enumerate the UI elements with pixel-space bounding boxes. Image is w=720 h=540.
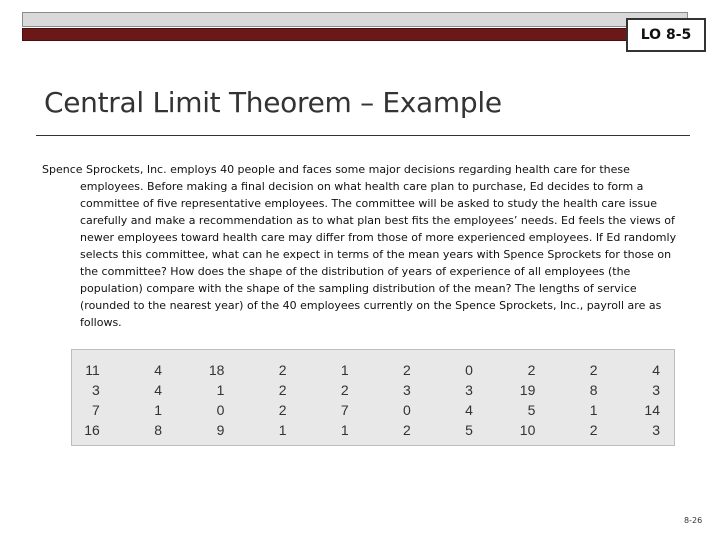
table-cell: 7 (92, 402, 100, 418)
header-bar-maroon (22, 28, 688, 41)
table-cell: 2 (589, 362, 598, 378)
table-cell: 8 (589, 382, 598, 398)
table-cell: 3 (652, 382, 660, 398)
table-cell: 14 (644, 402, 660, 418)
data-table (80, 360, 660, 440)
table-cell: 4 (154, 362, 162, 378)
table-cell: 16 (84, 422, 100, 438)
table-cell: 9 (216, 422, 225, 438)
table-cell: 1 (589, 402, 598, 418)
table-cell: 5 (527, 402, 536, 418)
table-row (80, 400, 660, 420)
table-cell: 8 (154, 422, 162, 438)
slide-title: Central Limit Theorem – Example (44, 86, 502, 119)
table-row (80, 360, 660, 380)
table-cell: 10 (519, 422, 536, 438)
table-cell: 4 (465, 402, 473, 418)
table-cell: 0 (465, 362, 473, 378)
table-cell: 3 (652, 422, 660, 438)
table-cell: 19 (519, 382, 536, 398)
table-cell: 5 (465, 422, 473, 438)
table-cell: 11 (85, 362, 100, 378)
table-cell: 18 (208, 362, 225, 378)
table-cell: 2 (589, 422, 598, 438)
body-paragraph: Spence Sprockets, Inc. employs 40 people and faces some major decisions regarding health care for these employees. Before making a final decision on what health care plan to purchase, Ed decides to form a committee of five representative employees. The committee will be asked to study the health care issue carefully and make a recommendation as to what plan best fits the employees’ needs. Ed feels the views of newer employees toward health care may differ from those of more experienced employees. If Ed randomly selects this committee, what can he expect in terms of the mean years with Spence Sprockets for those on the committee? How does the shape of the distribution of years of experience of all employees (the population) compare with the shape of the sampling distribution of the mean? The lengths of service (rounded to the nearest year) of the 40 employees currently on the Spence Sprockets, Inc., payroll are as follows. (42, 163, 677, 329)
table-cell: 1 (340, 362, 349, 378)
table-row (80, 420, 660, 440)
table-cell: 2 (403, 362, 411, 378)
table-cell: 2 (278, 382, 287, 398)
table-cell: 4 (154, 382, 162, 398)
header-bar-gray (22, 12, 688, 27)
table-cell: 3 (403, 382, 411, 398)
table-cell: 2 (278, 362, 287, 378)
table-cell: 0 (403, 402, 411, 418)
table-cell: 7 (340, 402, 349, 418)
table-cell: 1 (340, 422, 349, 438)
data-panel (71, 349, 675, 446)
table-row (80, 380, 660, 400)
table-cell: 3 (92, 382, 100, 398)
table-cell: 1 (278, 422, 287, 438)
table-cell: 0 (216, 402, 225, 418)
page-number: 8-26 (684, 516, 703, 525)
table-cell: 4 (652, 362, 660, 378)
table-cell: 2 (403, 422, 411, 438)
table-cell: 2 (340, 382, 349, 398)
table-cell: 2 (278, 402, 287, 418)
table-cell: 1 (154, 402, 162, 418)
lo-badge: LO 8-5 (626, 18, 706, 52)
table-cell: 1 (216, 382, 225, 398)
table-cell: 2 (527, 362, 536, 378)
table-cell: 3 (465, 382, 473, 398)
title-divider (36, 135, 690, 136)
